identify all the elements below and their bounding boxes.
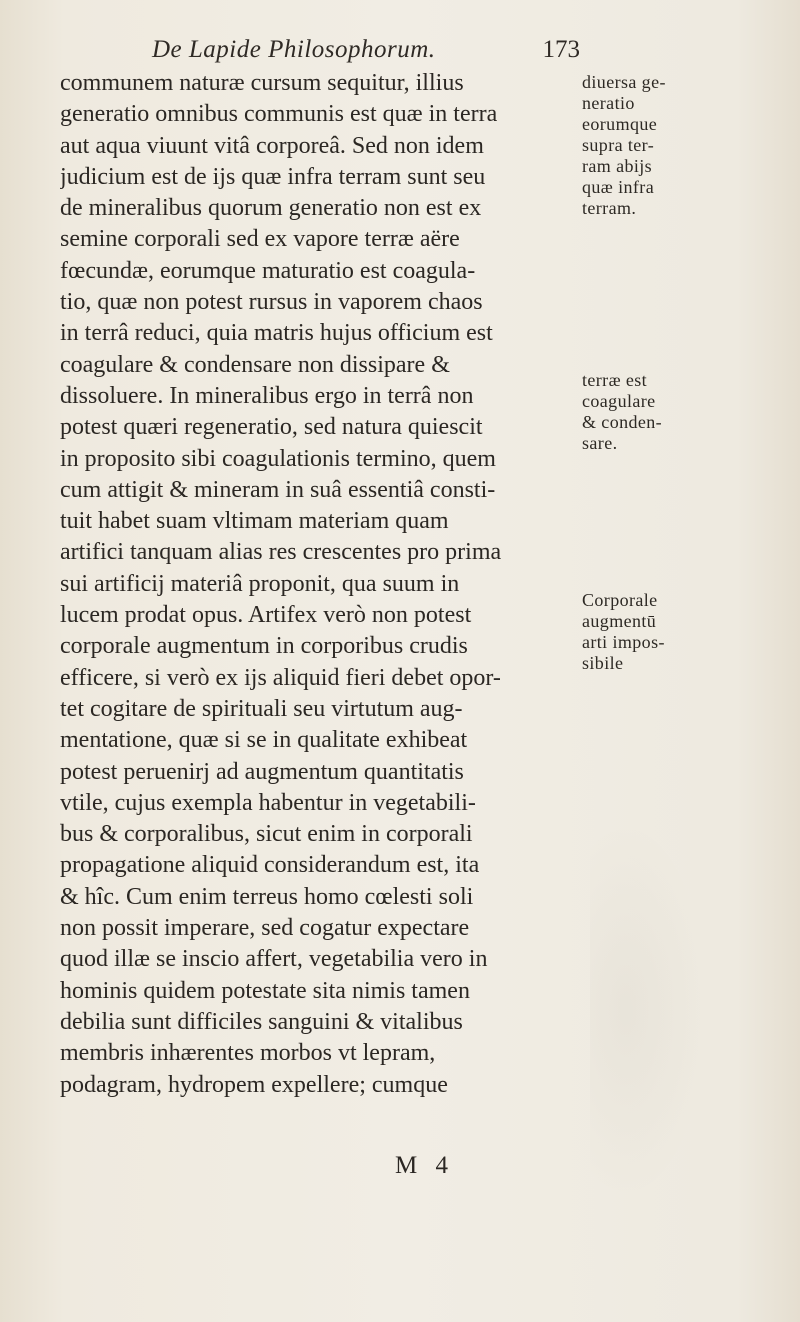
ink-bleed-through [590, 820, 710, 1200]
margin-note-line: quæ infra [582, 177, 655, 197]
text-line: aut aqua viuunt vitâ corporeâ. Sed non idem [60, 132, 484, 159]
text-line: judicium est de ijs quæ infra terram sunt seu [60, 163, 486, 190]
text-line: efficere, si verò ex ijs aliquid fieri debet opor- [60, 664, 501, 691]
page-header [140, 36, 580, 72]
text-line: mentatione, quæ si se in qualitate exhibeat [60, 727, 468, 754]
text-line: propagatione aliquid considerandum est, ita [60, 852, 480, 879]
margin-note-line: neratio [582, 93, 635, 113]
text-line: cum attigit & mineram in suâ essentiâ consti- [60, 476, 496, 503]
page-number: 173 [542, 36, 580, 63]
margin-note-line: supra ter- [582, 135, 655, 155]
text-line: vtile, cujus exempla habentur in vegetabili- [60, 789, 476, 816]
text-line: debilia sunt difficiles sanguini & vitalibus [60, 1008, 463, 1035]
margin-note-line: terram. [582, 198, 637, 218]
text-line: & hîc. Cum enim terreus homo cœlesti soli [60, 883, 474, 910]
signature-mark: M 4 [395, 1152, 454, 1179]
margin-note-line: & conden- [582, 412, 663, 432]
text-line: tio, quæ non potest rursus in vaporem chaos [60, 289, 483, 316]
text-line: dissoluere. In mineralibus ergo in terrâ non [60, 382, 474, 409]
text-line: in proposito sibi coagulationis termino, quem [60, 445, 496, 472]
text-line: membris inhærentes morbos vt lepram, [60, 1040, 436, 1067]
text-line: generatio omnibus communis est quæ in terra [60, 101, 498, 128]
margin-note-line: eorumque [582, 114, 658, 134]
text-line: tet cogitare de spirituali seu virtutum aug- [60, 695, 463, 722]
margin-note-line: diuersa ge- [582, 72, 666, 92]
text-line: sui artificij materiâ proponit, qua suum in [60, 570, 460, 597]
text-line: coagulare & condensare non dissipare & [60, 351, 450, 378]
text-line: tuit habet suam vltimam materiam quam [60, 508, 449, 535]
margin-note-line: sare. [582, 433, 618, 453]
text-line: semine corporali sed ex vapore terræ aëre [60, 226, 460, 253]
text-line: potest peruenirj ad augmentum quantitatis [60, 758, 464, 785]
text-line: non possit imperare, sed cogatur expectare [60, 915, 470, 942]
margin-note-line: terræ est [582, 370, 648, 390]
margin-note-line: coagulare [582, 391, 656, 411]
margin-note-line: Corporale [582, 590, 658, 610]
text-line: in terrâ reduci, quia matris hujus officium est [60, 320, 493, 347]
text-line: de mineralibus quorum generatio non est ex [60, 195, 482, 222]
text-line: bus & corporalibus, sicut enim in corporali [60, 821, 473, 848]
text-line: artifici tanquam alias res crescentes pro prima [60, 539, 502, 566]
text-line: corporale augmentum in corporibus crudis [60, 633, 468, 660]
margin-note-coagulare [582, 370, 722, 454]
text-line: potest quæri regeneratio, sed natura quiescit [60, 414, 483, 441]
text-line: lucem prodat opus. Artifex verò non potest [60, 602, 472, 629]
text-line: hominis quidem potestate sita nimis tamen [60, 977, 470, 1004]
main-text [60, 68, 580, 1101]
margin-note-generatio [582, 72, 722, 219]
margin-note-line: arti impos- [582, 632, 665, 652]
text-line: fœcundæ, eorumque maturatio est coagula- [60, 257, 476, 284]
running-title: De Lapide Philosophorum. [152, 36, 436, 63]
margin-note-line: sibile [582, 653, 624, 673]
margin-note-line: ram abijs [582, 156, 653, 176]
margin-note-line: augmentū [582, 611, 657, 631]
margin-note-corporale [582, 590, 722, 674]
text-line: quod illæ se inscio affert, vegetabilia vero in [60, 946, 488, 973]
text-line: communem naturæ cursum sequitur, illius [60, 70, 464, 96]
text-line: podagram, hydropem expellere; cumque [60, 1071, 448, 1098]
